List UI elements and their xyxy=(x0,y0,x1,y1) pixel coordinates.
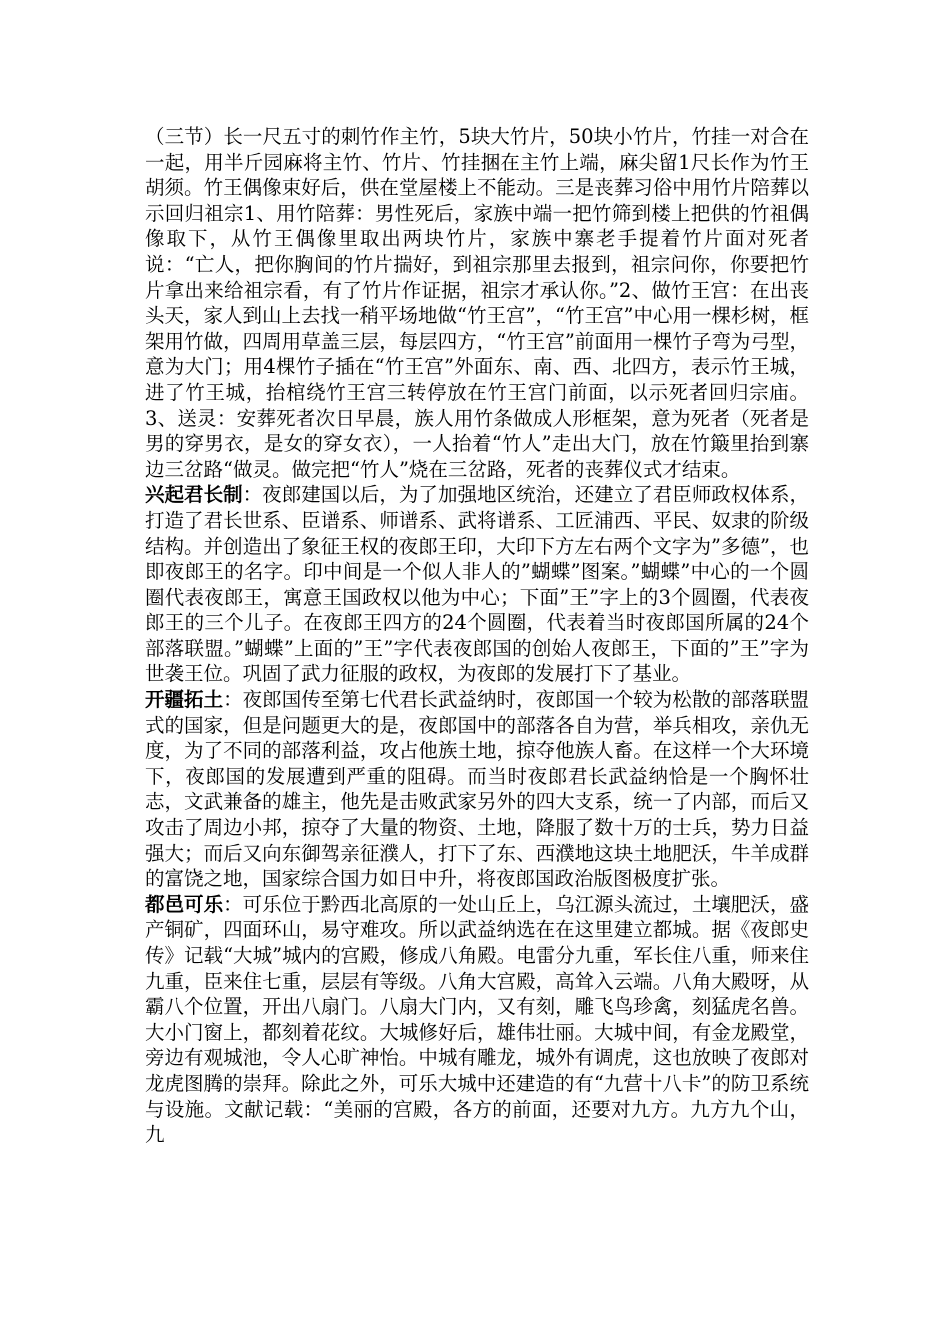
paragraph-territory-expansion xyxy=(145,687,809,892)
paragraph-bamboo-customs xyxy=(145,124,809,482)
paragraph-capital-kele xyxy=(145,892,809,1148)
paragraph-heading: 开疆拓土 xyxy=(145,688,224,712)
paragraph-heading: 都邑可乐 xyxy=(145,892,224,916)
paragraph-heading: 兴起君长制 xyxy=(145,483,243,507)
paragraph-chieftain-system xyxy=(145,482,809,687)
document-body xyxy=(145,124,809,1148)
paragraph-text: ：夜郎国传至第七代君长武益纳时，夜郎国一个较为松散的部落联盟式的国家，但是问题更大的是，夜郎国中的部落各自为营，举兵相攻，亲仇无度，为了不同的部落利益，攻占他族土地，掠夺他族人畜。在这样一个大环境下，夜郎国的发展遭到严重的阻碍。而当时夜郎君长武益纳恰是一个胸怀壮志，文武兼备的雄主，他先是击败武家另外的四大支系，统一了内部，而后又攻击了周边小邦，掠夺了大量的物资、土地，降服了数十万的士兵，势力日益强大；而后又向东御驾亲征濮人，打下了东、西濮地这块土地肥沃，牛羊成群的富饶之地，国家综合国力如日中升，将夜郎国政治版图极度扩张。 xyxy=(145,688,809,891)
paragraph-text: （三节）长一尺五寸的刺竹作主竹，5块大竹片，50块小竹片，竹挂一对合在一起，用半斤园麻将主竹、竹片、竹挂捆在主竹上端，麻尖留1尺长作为竹王胡须。竹王偶像束好后，供在堂屋楼上不能动。三是丧葬习俗中用竹片陪葬以示回归祖宗1、用竹陪葬：男性死后，家族中端一把竹筛到楼上把供的竹祖偶像取下，从竹王偶像里取出两块竹片，家族中寨老手提着竹片面对死者说：“亡人，把你胸间的竹片揣好，到祖宗那里去报到，祖宗问你，你要把竹片拿出来给祖宗看，有了竹片作证据，祖宗才承认你。”2、做竹王宫：在出丧头天，家人到山上去找一稍平场地做“竹王宫”，“竹王宫”中心用一棵杉树，框架用竹做，四周用草盖三层，每层四方，“竹王宫”前面用一棵竹子弯为弓型，意为大门；用4棵竹子插在“竹王宫”外面东、南、西、北四方，表示竹王城，进了竹王城，抬棺绕竹王宫三转停放在竹王宫门前面，以示死者回归宗庙。3、送灵：安葬死者次日早晨，族人用竹条做成人形框架，意为死者（死者是男的穿男衣，是女的穿女衣），一人抬着“竹人”走出大门，放在竹簸里抬到寨边三岔路“做灵。做完把“竹人”烧在三岔路，死者的丧葬仪式才结束。 xyxy=(145,125,809,481)
paragraph-text: ：夜郎建国以后，为了加强地区统治，还建立了君臣师政权体系，打造了君长世系、臣谱系、师谱系、武将谱系、工匠浦西、平民、奴隶的阶级结构。并创造出了象征王权的夜郎王印，大印下方左右两个文字为”多德”，也即夜郎王的名字。印中间是一个似人非人的”蝴蝶”图案。”蝴蝶”中心的一个圆圈代表夜郎王，寓意王国政权以他为中心；下面”王”字上的3个圆圈，代表夜郎王的三个儿子。在夜郎王四方的24个圆圈，代表着当时夜郎国所属的24个部落联盟。”蝴蝶”上面的”王”字代表夜郎国的创始人夜郎王，下面的”王”字为世袭王位。巩固了武力征服的政权，为夜郎的发展打下了基业。 xyxy=(145,483,809,686)
paragraph-text: ：可乐位于黔西北高原的一处山丘上，乌江源头流过，土壤肥沃，盛产铜矿，四面环山，易守难攻。所以武益纳选在在这里建立都城。据《夜郎史传》记载“大城”城内的宫殿，修成八角殿。电雷分九重，军长住八重，师来住九重，臣来住七重，层层有等级。八角大宫殿，高耸入云端。八角大殿呀，从霸八个位置，开出八扇门。八扇大门内，又有刻，雕飞鸟珍禽，刻猛虎名兽。大小门窗上，都刻着花纹。大城修好后，雄伟壮丽。大城中间，有金龙殿堂，旁边有观城池，令人心旷神怡。中城有雕龙，城外有调虎，这也放映了夜郎对龙虎图腾的崇拜。除此之外，可乐大城中还建造的有“九营十八卡”的防卫系统与设施。文献记载：“美丽的宫殿，各方的前面，还要对九方。九方九个山，九 xyxy=(145,892,809,1147)
